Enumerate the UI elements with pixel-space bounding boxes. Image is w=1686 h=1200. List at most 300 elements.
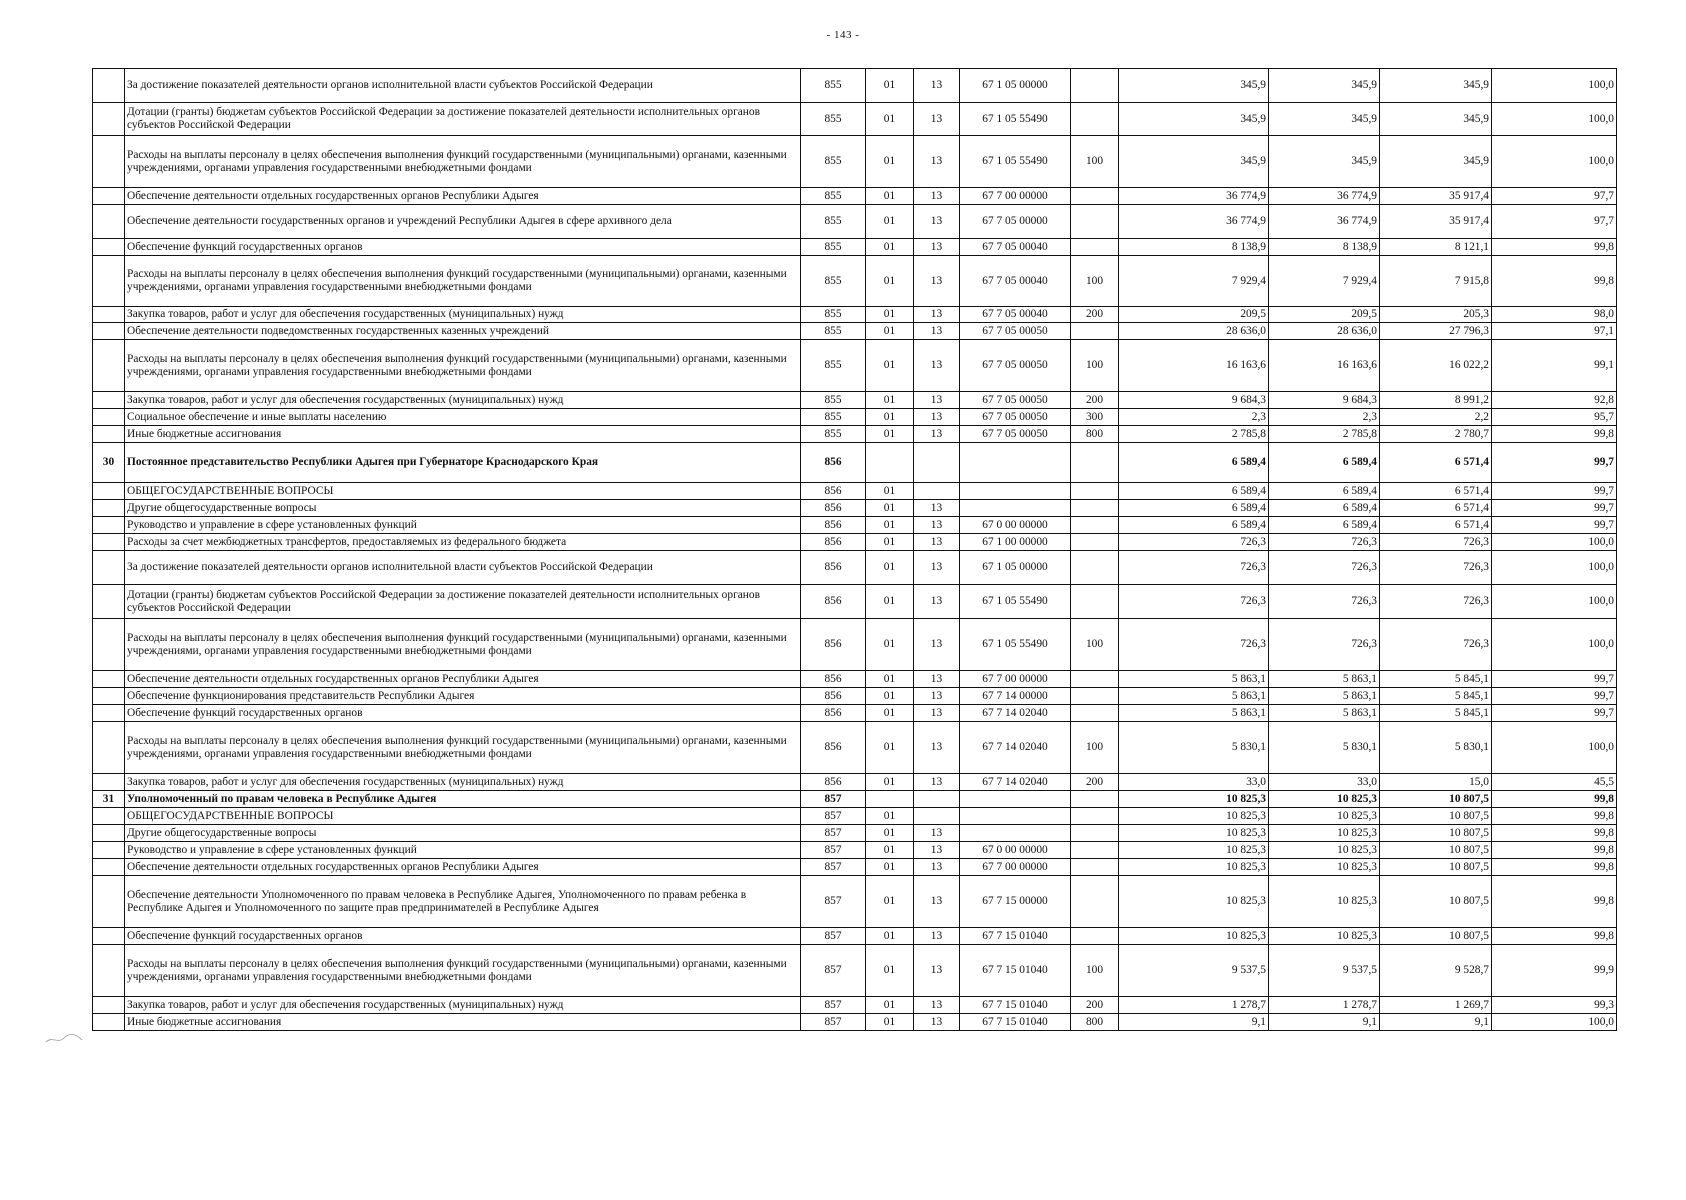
cell-execution-percent: 99,8 bbox=[1492, 808, 1617, 825]
table-row bbox=[93, 859, 1617, 876]
cell-executed-amount: 35 917,4 bbox=[1380, 188, 1492, 205]
table-row bbox=[93, 997, 1617, 1014]
cell-execution-percent: 99,3 bbox=[1492, 997, 1617, 1014]
cell-target-article: 67 7 14 00000 bbox=[960, 688, 1071, 705]
cell-name: Расходы на выплаты персоналу в целях обеспечения выполнения функций государственными (муниципальными) органами, казенными учреждениями, органами управления государственными внебюджетными фондами bbox=[125, 256, 801, 307]
cell-name: Обеспечение функций государственных органов bbox=[125, 928, 801, 945]
cell-approved-amount: 10 825,3 bbox=[1119, 791, 1269, 808]
cell-number bbox=[93, 256, 125, 307]
cell-revised-amount: 726,3 bbox=[1269, 534, 1380, 551]
cell-target-article: 67 7 05 00050 bbox=[960, 409, 1071, 426]
cell-target-article: 67 7 14 02040 bbox=[960, 722, 1071, 774]
table-row bbox=[93, 409, 1617, 426]
cell-execution-percent: 100,0 bbox=[1492, 722, 1617, 774]
cell-target-article: 67 7 14 02040 bbox=[960, 774, 1071, 791]
table-row bbox=[93, 239, 1617, 256]
cell-subsection: 13 bbox=[914, 307, 960, 323]
table-row bbox=[93, 825, 1617, 842]
cell-execution-percent: 99,7 bbox=[1492, 517, 1617, 534]
cell-execution-percent: 99,8 bbox=[1492, 256, 1617, 307]
cell-target-article bbox=[960, 500, 1071, 517]
cell-number bbox=[93, 409, 125, 426]
cell-subsection: 13 bbox=[914, 997, 960, 1014]
table-row bbox=[93, 205, 1617, 239]
cell-name: Обеспечение деятельности отдельных государственных органов Республики Адыгея bbox=[125, 671, 801, 688]
cell-ministry-code: 856 bbox=[801, 705, 866, 722]
table-row bbox=[93, 307, 1617, 323]
cell-expense-type: 200 bbox=[1071, 392, 1119, 409]
table-row bbox=[93, 443, 1617, 483]
cell-approved-amount: 7 929,4 bbox=[1119, 256, 1269, 307]
cell-section: 01 bbox=[866, 392, 914, 409]
cell-target-article: 67 0 00 00000 bbox=[960, 842, 1071, 859]
cell-approved-amount: 726,3 bbox=[1119, 534, 1269, 551]
cell-target-article bbox=[960, 808, 1071, 825]
cell-ministry-code: 856 bbox=[801, 443, 866, 483]
cell-name: Дотации (гранты) бюджетам субъектов Российской Федерации за достижение показателей деятельности исполнительных органов субъектов Российской Федерации bbox=[125, 103, 801, 136]
cell-target-article: 67 1 05 00000 bbox=[960, 69, 1071, 103]
cell-approved-amount: 1 278,7 bbox=[1119, 997, 1269, 1014]
cell-approved-amount: 5 863,1 bbox=[1119, 671, 1269, 688]
cell-revised-amount: 8 138,9 bbox=[1269, 239, 1380, 256]
cell-execution-percent: 97,7 bbox=[1492, 205, 1617, 239]
cell-execution-percent: 99,7 bbox=[1492, 671, 1617, 688]
cell-revised-amount: 209,5 bbox=[1269, 307, 1380, 323]
cell-expense-type: 100 bbox=[1071, 619, 1119, 671]
cell-target-article: 67 7 05 00050 bbox=[960, 323, 1071, 340]
cell-approved-amount: 6 589,4 bbox=[1119, 500, 1269, 517]
cell-ministry-code: 855 bbox=[801, 103, 866, 136]
cell-number bbox=[93, 534, 125, 551]
cell-expense-type: 300 bbox=[1071, 409, 1119, 426]
table-row bbox=[93, 671, 1617, 688]
cell-number bbox=[93, 340, 125, 392]
cell-name: Расходы на выплаты персоналу в целях обеспечения выполнения функций государственными (муниципальными) органами, казенными учреждениями, органами управления государственными внебюджетными фондами bbox=[125, 619, 801, 671]
cell-execution-percent: 100,0 bbox=[1492, 534, 1617, 551]
cell-subsection: 13 bbox=[914, 722, 960, 774]
cell-subsection: 13 bbox=[914, 705, 960, 722]
cell-section: 01 bbox=[866, 688, 914, 705]
cell-target-article: 67 7 15 01040 bbox=[960, 997, 1071, 1014]
cell-revised-amount: 16 163,6 bbox=[1269, 340, 1380, 392]
cell-name: Дотации (гранты) бюджетам субъектов Российской Федерации за достижение показателей деятельности исполнительных органов субъектов Российской Федерации bbox=[125, 585, 801, 619]
cell-approved-amount: 8 138,9 bbox=[1119, 239, 1269, 256]
table-row bbox=[93, 426, 1617, 443]
cell-name: Расходы на выплаты персоналу в целях обеспечения выполнения функций государственными (муниципальными) органами, казенными учреждениями, органами управления государственными внебюджетными фондами bbox=[125, 136, 801, 188]
cell-number bbox=[93, 997, 125, 1014]
cell-execution-percent: 99,8 bbox=[1492, 791, 1617, 808]
cell-subsection bbox=[914, 443, 960, 483]
cell-expense-type bbox=[1071, 323, 1119, 340]
cell-number bbox=[93, 307, 125, 323]
cell-executed-amount: 5 845,1 bbox=[1380, 688, 1492, 705]
cell-ministry-code: 857 bbox=[801, 791, 866, 808]
cell-revised-amount: 345,9 bbox=[1269, 103, 1380, 136]
cell-subsection: 13 bbox=[914, 825, 960, 842]
cell-subsection: 13 bbox=[914, 188, 960, 205]
table-row bbox=[93, 256, 1617, 307]
table-row bbox=[93, 69, 1617, 103]
table-row bbox=[93, 323, 1617, 340]
cell-target-article: 67 7 00 00000 bbox=[960, 671, 1071, 688]
table-row bbox=[93, 705, 1617, 722]
cell-section: 01 bbox=[866, 945, 914, 997]
cell-number bbox=[93, 671, 125, 688]
table-row bbox=[93, 928, 1617, 945]
cell-expense-type bbox=[1071, 585, 1119, 619]
cell-subsection: 13 bbox=[914, 534, 960, 551]
cell-target-article bbox=[960, 443, 1071, 483]
cell-subsection: 13 bbox=[914, 671, 960, 688]
cell-name: Закупка товаров, работ и услуг для обеспечения государственных (муниципальных) нужд bbox=[125, 997, 801, 1014]
cell-execution-percent: 99,1 bbox=[1492, 340, 1617, 392]
cell-executed-amount: 726,3 bbox=[1380, 551, 1492, 585]
cell-section: 01 bbox=[866, 928, 914, 945]
cell-approved-amount: 345,9 bbox=[1119, 136, 1269, 188]
cell-number bbox=[93, 688, 125, 705]
cell-execution-percent: 99,7 bbox=[1492, 443, 1617, 483]
cell-section: 01 bbox=[866, 205, 914, 239]
cell-execution-percent: 92,8 bbox=[1492, 392, 1617, 409]
cell-executed-amount: 726,3 bbox=[1380, 619, 1492, 671]
cell-revised-amount: 10 825,3 bbox=[1269, 791, 1380, 808]
cell-revised-amount: 5 830,1 bbox=[1269, 722, 1380, 774]
cell-approved-amount: 209,5 bbox=[1119, 307, 1269, 323]
cell-name: Расходы на выплаты персоналу в целях обеспечения выполнения функций государственными (муниципальными) органами, казенными учреждениями, органами управления государственными внебюджетными фондами bbox=[125, 722, 801, 774]
table-row bbox=[93, 585, 1617, 619]
cell-number bbox=[93, 517, 125, 534]
cell-target-article: 67 1 05 55490 bbox=[960, 103, 1071, 136]
cell-section: 01 bbox=[866, 722, 914, 774]
cell-target-article: 67 7 14 02040 bbox=[960, 705, 1071, 722]
cell-executed-amount: 9 528,7 bbox=[1380, 945, 1492, 997]
cell-approved-amount: 16 163,6 bbox=[1119, 340, 1269, 392]
cell-name: Закупка товаров, работ и услуг для обеспечения государственных (муниципальных) нужд bbox=[125, 392, 801, 409]
cell-executed-amount: 6 571,4 bbox=[1380, 443, 1492, 483]
table-row bbox=[93, 517, 1617, 534]
cell-number bbox=[93, 103, 125, 136]
cell-executed-amount: 1 269,7 bbox=[1380, 997, 1492, 1014]
cell-ministry-code: 855 bbox=[801, 239, 866, 256]
cell-subsection: 13 bbox=[914, 945, 960, 997]
cell-revised-amount: 9,1 bbox=[1269, 1014, 1380, 1031]
cell-target-article: 67 7 15 01040 bbox=[960, 928, 1071, 945]
cell-expense-type bbox=[1071, 534, 1119, 551]
cell-name: Расходы за счет межбюджетных трансфертов, предоставляемых из федерального бюджета bbox=[125, 534, 801, 551]
cell-executed-amount: 27 796,3 bbox=[1380, 323, 1492, 340]
cell-section: 01 bbox=[866, 842, 914, 859]
cell-section: 01 bbox=[866, 136, 914, 188]
cell-approved-amount: 9,1 bbox=[1119, 1014, 1269, 1031]
cell-executed-amount: 10 807,5 bbox=[1380, 842, 1492, 859]
table-row bbox=[93, 483, 1617, 500]
cell-approved-amount: 10 825,3 bbox=[1119, 928, 1269, 945]
cell-ministry-code: 855 bbox=[801, 136, 866, 188]
cell-subsection: 13 bbox=[914, 585, 960, 619]
cell-approved-amount: 726,3 bbox=[1119, 551, 1269, 585]
cell-expense-type bbox=[1071, 205, 1119, 239]
cell-execution-percent: 99,8 bbox=[1492, 876, 1617, 928]
cell-approved-amount: 2,3 bbox=[1119, 409, 1269, 426]
cell-approved-amount: 36 774,9 bbox=[1119, 205, 1269, 239]
cell-number: 31 bbox=[93, 791, 125, 808]
cell-ministry-code: 855 bbox=[801, 409, 866, 426]
cell-revised-amount: 36 774,9 bbox=[1269, 188, 1380, 205]
table-row bbox=[93, 774, 1617, 791]
table-row bbox=[93, 188, 1617, 205]
cell-expense-type bbox=[1071, 842, 1119, 859]
cell-target-article: 67 7 05 00050 bbox=[960, 340, 1071, 392]
cell-execution-percent: 100,0 bbox=[1492, 136, 1617, 188]
cell-ministry-code: 857 bbox=[801, 842, 866, 859]
table-row bbox=[93, 688, 1617, 705]
cell-section: 01 bbox=[866, 340, 914, 392]
cell-executed-amount: 15,0 bbox=[1380, 774, 1492, 791]
cell-execution-percent: 100,0 bbox=[1492, 69, 1617, 103]
cell-revised-amount: 726,3 bbox=[1269, 551, 1380, 585]
cell-subsection: 13 bbox=[914, 842, 960, 859]
cell-revised-amount: 5 863,1 bbox=[1269, 705, 1380, 722]
cell-revised-amount: 7 929,4 bbox=[1269, 256, 1380, 307]
cell-approved-amount: 345,9 bbox=[1119, 103, 1269, 136]
cell-execution-percent: 99,7 bbox=[1492, 483, 1617, 500]
cell-approved-amount: 726,3 bbox=[1119, 585, 1269, 619]
cell-approved-amount: 726,3 bbox=[1119, 619, 1269, 671]
table-row bbox=[93, 842, 1617, 859]
cell-target-article: 67 7 15 01040 bbox=[960, 945, 1071, 997]
cell-name: За достижение показателей деятельности органов исполнительной власти субъектов Российской Федерации bbox=[125, 551, 801, 585]
cell-ministry-code: 856 bbox=[801, 534, 866, 551]
cell-executed-amount: 7 915,8 bbox=[1380, 256, 1492, 307]
cell-ministry-code: 857 bbox=[801, 859, 866, 876]
cell-expense-type bbox=[1071, 69, 1119, 103]
cell-approved-amount: 28 636,0 bbox=[1119, 323, 1269, 340]
cell-target-article: 67 1 00 00000 bbox=[960, 534, 1071, 551]
table-row bbox=[93, 534, 1617, 551]
cell-target-article bbox=[960, 825, 1071, 842]
cell-expense-type: 100 bbox=[1071, 256, 1119, 307]
table-row bbox=[93, 945, 1617, 997]
cell-section: 01 bbox=[866, 551, 914, 585]
cell-revised-amount: 10 825,3 bbox=[1269, 859, 1380, 876]
cell-approved-amount: 6 589,4 bbox=[1119, 517, 1269, 534]
cell-approved-amount: 5 863,1 bbox=[1119, 705, 1269, 722]
cell-ministry-code: 856 bbox=[801, 517, 866, 534]
cell-ministry-code: 856 bbox=[801, 722, 866, 774]
table-row bbox=[93, 340, 1617, 392]
table-row bbox=[93, 722, 1617, 774]
cell-revised-amount: 9 537,5 bbox=[1269, 945, 1380, 997]
cell-number bbox=[93, 774, 125, 791]
cell-execution-percent: 99,8 bbox=[1492, 825, 1617, 842]
cell-section: 01 bbox=[866, 256, 914, 307]
cell-number bbox=[93, 859, 125, 876]
cell-execution-percent: 99,8 bbox=[1492, 859, 1617, 876]
cell-ministry-code: 856 bbox=[801, 483, 866, 500]
cell-target-article bbox=[960, 483, 1071, 500]
cell-target-article: 67 7 05 00050 bbox=[960, 426, 1071, 443]
cell-expense-type: 100 bbox=[1071, 340, 1119, 392]
cell-number bbox=[93, 722, 125, 774]
cell-approved-amount: 5 863,1 bbox=[1119, 688, 1269, 705]
cell-execution-percent: 100,0 bbox=[1492, 619, 1617, 671]
table-row bbox=[93, 551, 1617, 585]
cell-executed-amount: 10 807,5 bbox=[1380, 808, 1492, 825]
cell-ministry-code: 855 bbox=[801, 426, 866, 443]
cell-name: Обеспечение деятельности отдельных государственных органов Республики Адыгея bbox=[125, 859, 801, 876]
cell-section: 01 bbox=[866, 859, 914, 876]
cell-expense-type bbox=[1071, 483, 1119, 500]
cell-subsection: 13 bbox=[914, 392, 960, 409]
cell-executed-amount: 6 571,4 bbox=[1380, 483, 1492, 500]
cell-number bbox=[93, 392, 125, 409]
cell-expense-type bbox=[1071, 688, 1119, 705]
cell-executed-amount: 345,9 bbox=[1380, 69, 1492, 103]
cell-revised-amount: 1 278,7 bbox=[1269, 997, 1380, 1014]
cell-expense-type: 100 bbox=[1071, 945, 1119, 997]
cell-execution-percent: 97,1 bbox=[1492, 323, 1617, 340]
cell-ministry-code: 856 bbox=[801, 500, 866, 517]
cell-executed-amount: 10 807,5 bbox=[1380, 859, 1492, 876]
cell-expense-type bbox=[1071, 671, 1119, 688]
cell-target-article: 67 7 00 00000 bbox=[960, 859, 1071, 876]
cell-executed-amount: 2,2 bbox=[1380, 409, 1492, 426]
table-row bbox=[93, 808, 1617, 825]
cell-expense-type: 200 bbox=[1071, 307, 1119, 323]
cell-name: Расходы на выплаты персоналу в целях обеспечения выполнения функций государственными (муниципальными) органами, казенными учреждениями, органами управления государственными внебюджетными фондами bbox=[125, 945, 801, 997]
cell-section: 01 bbox=[866, 239, 914, 256]
cell-number bbox=[93, 500, 125, 517]
cell-subsection: 13 bbox=[914, 256, 960, 307]
cell-name: Обеспечение деятельности Уполномоченного по правам человека в Республике Адыгея, Уполномоченного по правам ребенка в Республике Адыгея и Уполномоченного по защите прав предпринимателей в Республике Адыгея bbox=[125, 876, 801, 928]
cell-approved-amount: 6 589,4 bbox=[1119, 443, 1269, 483]
cell-executed-amount: 9,1 bbox=[1380, 1014, 1492, 1031]
cell-subsection: 13 bbox=[914, 136, 960, 188]
cell-revised-amount: 6 589,4 bbox=[1269, 517, 1380, 534]
cell-executed-amount: 5 845,1 bbox=[1380, 671, 1492, 688]
cell-target-article bbox=[960, 791, 1071, 808]
cell-name: Другие общегосударственные вопросы bbox=[125, 500, 801, 517]
cell-ministry-code: 857 bbox=[801, 876, 866, 928]
table-body bbox=[93, 69, 1617, 1031]
cell-ministry-code: 856 bbox=[801, 551, 866, 585]
cell-number bbox=[93, 426, 125, 443]
cell-execution-percent: 100,0 bbox=[1492, 103, 1617, 136]
cell-target-article: 67 7 05 00000 bbox=[960, 205, 1071, 239]
cell-ministry-code: 855 bbox=[801, 205, 866, 239]
cell-section: 01 bbox=[866, 483, 914, 500]
cell-subsection: 13 bbox=[914, 517, 960, 534]
cell-ministry-code: 856 bbox=[801, 688, 866, 705]
cell-section: 01 bbox=[866, 103, 914, 136]
cell-execution-percent: 99,8 bbox=[1492, 239, 1617, 256]
cell-name: Обеспечение деятельности государственных органов и учреждений Республики Адыгея в сфере архивного дела bbox=[125, 205, 801, 239]
cell-ministry-code: 857 bbox=[801, 825, 866, 842]
cell-number bbox=[93, 876, 125, 928]
cell-subsection bbox=[914, 791, 960, 808]
cell-target-article: 67 1 05 00000 bbox=[960, 551, 1071, 585]
cell-expense-type bbox=[1071, 188, 1119, 205]
table-row bbox=[93, 392, 1617, 409]
cell-subsection: 13 bbox=[914, 323, 960, 340]
cell-revised-amount: 345,9 bbox=[1269, 136, 1380, 188]
cell-executed-amount: 345,9 bbox=[1380, 136, 1492, 188]
cell-section: 01 bbox=[866, 619, 914, 671]
cell-expense-type bbox=[1071, 500, 1119, 517]
cell-target-article: 67 0 00 00000 bbox=[960, 517, 1071, 534]
cell-revised-amount: 10 825,3 bbox=[1269, 842, 1380, 859]
cell-subsection: 13 bbox=[914, 1014, 960, 1031]
table-row bbox=[93, 500, 1617, 517]
cell-subsection: 13 bbox=[914, 340, 960, 392]
cell-subsection: 13 bbox=[914, 500, 960, 517]
cell-expense-type: 100 bbox=[1071, 722, 1119, 774]
cell-execution-percent: 100,0 bbox=[1492, 585, 1617, 619]
cell-subsection: 13 bbox=[914, 859, 960, 876]
cell-section bbox=[866, 443, 914, 483]
cell-ministry-code: 857 bbox=[801, 1014, 866, 1031]
cell-approved-amount: 345,9 bbox=[1119, 69, 1269, 103]
cell-expense-type bbox=[1071, 928, 1119, 945]
cell-ministry-code: 856 bbox=[801, 671, 866, 688]
cell-subsection: 13 bbox=[914, 103, 960, 136]
cell-execution-percent: 45,5 bbox=[1492, 774, 1617, 791]
cell-expense-type bbox=[1071, 443, 1119, 483]
cell-executed-amount: 6 571,4 bbox=[1380, 517, 1492, 534]
cell-name: За достижение показателей деятельности органов исполнительной власти субъектов Российской Федерации bbox=[125, 69, 801, 103]
table-row bbox=[93, 876, 1617, 928]
cell-revised-amount: 9 684,3 bbox=[1269, 392, 1380, 409]
cell-approved-amount: 9 537,5 bbox=[1119, 945, 1269, 997]
cell-expense-type bbox=[1071, 791, 1119, 808]
cell-number bbox=[93, 205, 125, 239]
cell-ministry-code: 855 bbox=[801, 392, 866, 409]
cell-ministry-code: 857 bbox=[801, 997, 866, 1014]
cell-target-article: 67 1 05 55490 bbox=[960, 136, 1071, 188]
cell-target-article: 67 7 15 00000 bbox=[960, 876, 1071, 928]
cell-number bbox=[93, 483, 125, 500]
cell-revised-amount: 10 825,3 bbox=[1269, 825, 1380, 842]
cell-approved-amount: 36 774,9 bbox=[1119, 188, 1269, 205]
cell-approved-amount: 10 825,3 bbox=[1119, 825, 1269, 842]
cell-section: 01 bbox=[866, 705, 914, 722]
cell-subsection: 13 bbox=[914, 876, 960, 928]
cell-execution-percent: 99,7 bbox=[1492, 500, 1617, 517]
cell-revised-amount: 2 785,8 bbox=[1269, 426, 1380, 443]
cell-executed-amount: 16 022,2 bbox=[1380, 340, 1492, 392]
cell-expense-type bbox=[1071, 825, 1119, 842]
cell-subsection bbox=[914, 808, 960, 825]
cell-target-article: 67 7 05 00050 bbox=[960, 392, 1071, 409]
cell-executed-amount: 726,3 bbox=[1380, 534, 1492, 551]
cell-section: 01 bbox=[866, 825, 914, 842]
cell-section: 01 bbox=[866, 671, 914, 688]
cell-ministry-code: 855 bbox=[801, 307, 866, 323]
cell-revised-amount: 36 774,9 bbox=[1269, 205, 1380, 239]
cell-name: Закупка товаров, работ и услуг для обеспечения государственных (муниципальных) нужд bbox=[125, 774, 801, 791]
cell-subsection: 13 bbox=[914, 205, 960, 239]
cell-executed-amount: 345,9 bbox=[1380, 103, 1492, 136]
cell-subsection: 13 bbox=[914, 688, 960, 705]
cell-ministry-code: 855 bbox=[801, 340, 866, 392]
cell-approved-amount: 6 589,4 bbox=[1119, 483, 1269, 500]
cell-section bbox=[866, 791, 914, 808]
pencil-mark bbox=[44, 1028, 84, 1048]
cell-executed-amount: 8 991,2 bbox=[1380, 392, 1492, 409]
cell-target-article: 67 7 00 00000 bbox=[960, 188, 1071, 205]
cell-ministry-code: 856 bbox=[801, 585, 866, 619]
cell-name: ОБЩЕГОСУДАРСТВЕННЫЕ ВОПРОСЫ bbox=[125, 808, 801, 825]
